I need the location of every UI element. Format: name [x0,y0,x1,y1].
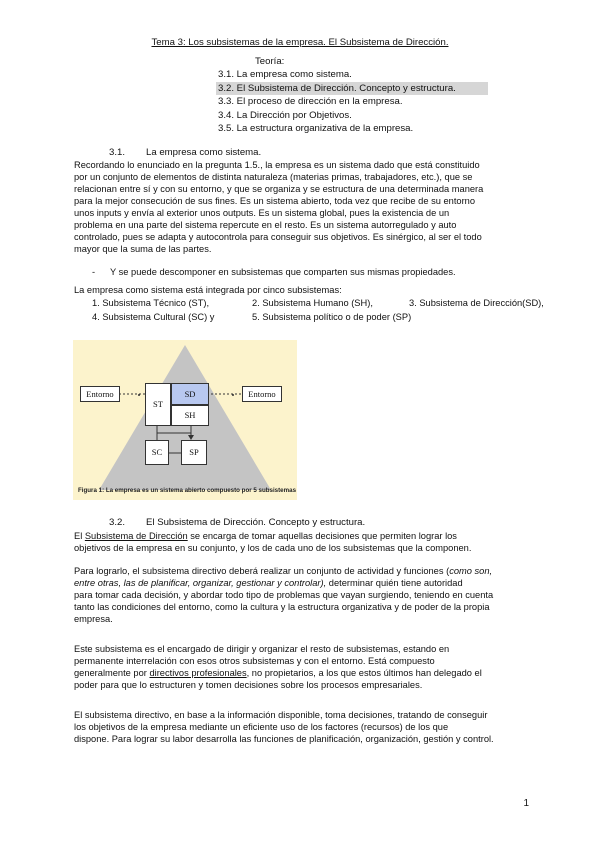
paragraph-line: poder para que lo estructuren y tomen decisiones sobre los procesos empresariales. [74,680,423,690]
subsystem-item: 5. Subsistema político o de poder (SP) [252,312,412,322]
paragraph-line: Este subsistema es el encargado de dirigir y organizar el resto de subsistemas, estando en [74,644,450,654]
table-of-contents [216,68,488,136]
figure-caption: Figura 1: La empresa es un sistema abierto compuesto por 5 subsistemas [78,487,297,494]
paragraph-line [74,667,534,679]
entorno-right-box: Entorno [242,386,282,402]
text-fragment: El [74,531,85,541]
toc-item: 3.4. La Dirección por Objetivos. [218,109,352,121]
entorno-left-box: Entorno [80,386,120,402]
text-fragment: generalmente por [74,668,150,678]
paragraph-line: los objetivos de la empresa mediante un eficiente uso de los factores (recursos) de los que [74,722,449,732]
toc-item: 3.5. La estructura organizativa de la empresa. [218,123,414,134]
section-title: La empresa como sistema. [146,147,262,158]
subsystem-item: 2. Subsistema Humano (SH), [252,298,373,308]
paragraph-line: dispone. Para lograr su labor desarrolla las funciones de planificación, organización, gestión y control. [74,734,494,744]
dot-marker [138,394,140,396]
paragraph-line: relacionan entre sí y con su entorno, y que se organiza y se estructura de una determinada manera [74,184,484,194]
bullet-text: Y se puede descomponer en subsistemas que comparten sus mismas propiedades. [110,267,456,277]
section-1-paragraph [74,159,534,255]
italic-fragment: como son, [449,566,493,576]
paragraph-line: para la mejor consecución de sus fines. Es un sistema abierto, toda vez que recibe de su entorno [74,196,476,206]
paragraph-line: empresa. [74,614,113,624]
paragraph-line: para tomar cada decisión, y abordar todo tipo de problemas que vayan surgiendo, teniendo en cuenta [74,590,494,600]
section-number: 3.1. [109,147,126,158]
text-fragment: , no propietarios, a los que estos últimos han delegado el [246,668,482,678]
sd-box: SD [171,383,209,405]
toc-item: 3.2. El Subsistema de Dirección. Concepto y estructura. [216,82,488,95]
page-number: 1 [523,798,529,809]
section-heading-3-2 [109,517,365,528]
text-fragment: determinar quién tiene autoridad [326,578,463,588]
paragraph-line: Recordando lo enunciado en la pregunta 1.5., la empresa es un sistema dado que está constituido [74,160,480,170]
st-box: ST [145,383,171,426]
italic-fragment: entre otras, las de planificar, organizar, gestionar y controlar), [74,578,327,588]
paragraph-line [74,577,534,589]
defined-term: directivos profesionales [149,668,247,678]
paragraph-line: controlado, pues se adapta y autocontrola para conseguir sus objetivos. Es sinérgico, al ser el todo [74,232,482,242]
paragraph-line: problema en una parte del sistema repercute en el resto. Es un sistema autorregulado y auto [74,220,457,230]
paragraph-line: por un conjunto de elementos de distinta naturaleza (materias primas, trabajadores, etc.), que se [74,172,473,182]
sp-box: SP [181,440,207,465]
section-heading-3-1 [109,147,261,158]
section-title: El Subsistema de Dirección. Concepto y estructura. [146,517,366,528]
paragraph-line: permanente interrelación con esos otros subsistemas y con el entorno. Está compuesto [74,656,435,666]
text-fragment: Para lograrlo, el subsistema directivo deberá realizar un conjunto de actividad y funciones ( [74,566,450,576]
paragraph-line [74,565,534,577]
section-2-paragraph-3 [74,643,534,691]
subsystems-intro: La empresa como sistema está integrada por cinco subsistemas: [74,285,342,295]
paragraph-line [74,530,534,542]
paragraph-line: objetivos de la empresa en su conjunto, y los de cada uno de los subsistemas que la componen. [74,543,472,553]
section-2-paragraph-2 [74,565,534,625]
text-fragment: se encarga de tomar aquellas decisiones que permiten lograr los [187,531,457,541]
dot-marker [232,394,234,396]
section-2-paragraph-1 [74,530,534,554]
section-2-paragraph-4 [74,709,534,745]
paragraph-line: tanto las condiciones del entorno, como la cultura y la estructura organizativa y de poder de la propia [74,602,490,612]
subsystems-figure [73,340,297,500]
defined-term: Subsistema de Dirección [84,531,188,541]
paragraph-line: mayor que la suma de las partes. [74,244,212,254]
sc-box: SC [145,440,169,465]
toc-item: 3.3. El proceso de dirección en la empresa. [218,96,403,107]
subsystem-item: 3. Subsistema de Dirección(SD), [409,298,544,308]
subsystem-item: 1. Subsistema Técnico (ST), [92,298,210,308]
subsystem-item: 4. Subsistema Cultural (SC) y [92,312,215,322]
sh-box: SH [171,405,209,426]
paragraph-line: El subsistema directivo, en base a la información disponible, toma decisiones, tratando de conseguir [74,710,488,720]
bullet-dash-icon: - [92,267,96,277]
section-number: 3.2. [109,517,126,528]
paragraph-line: unos inputs y envía al exterior unos outputs. Es un sistema global, pues la existencia de un [74,208,450,218]
toc-heading: Teoría: [255,56,285,67]
toc-item: 3.1. La empresa como sistema. [218,69,352,80]
document-title: Tema 3: Los subsistemas de la empresa. El Subsistema de Dirección. [151,37,449,48]
